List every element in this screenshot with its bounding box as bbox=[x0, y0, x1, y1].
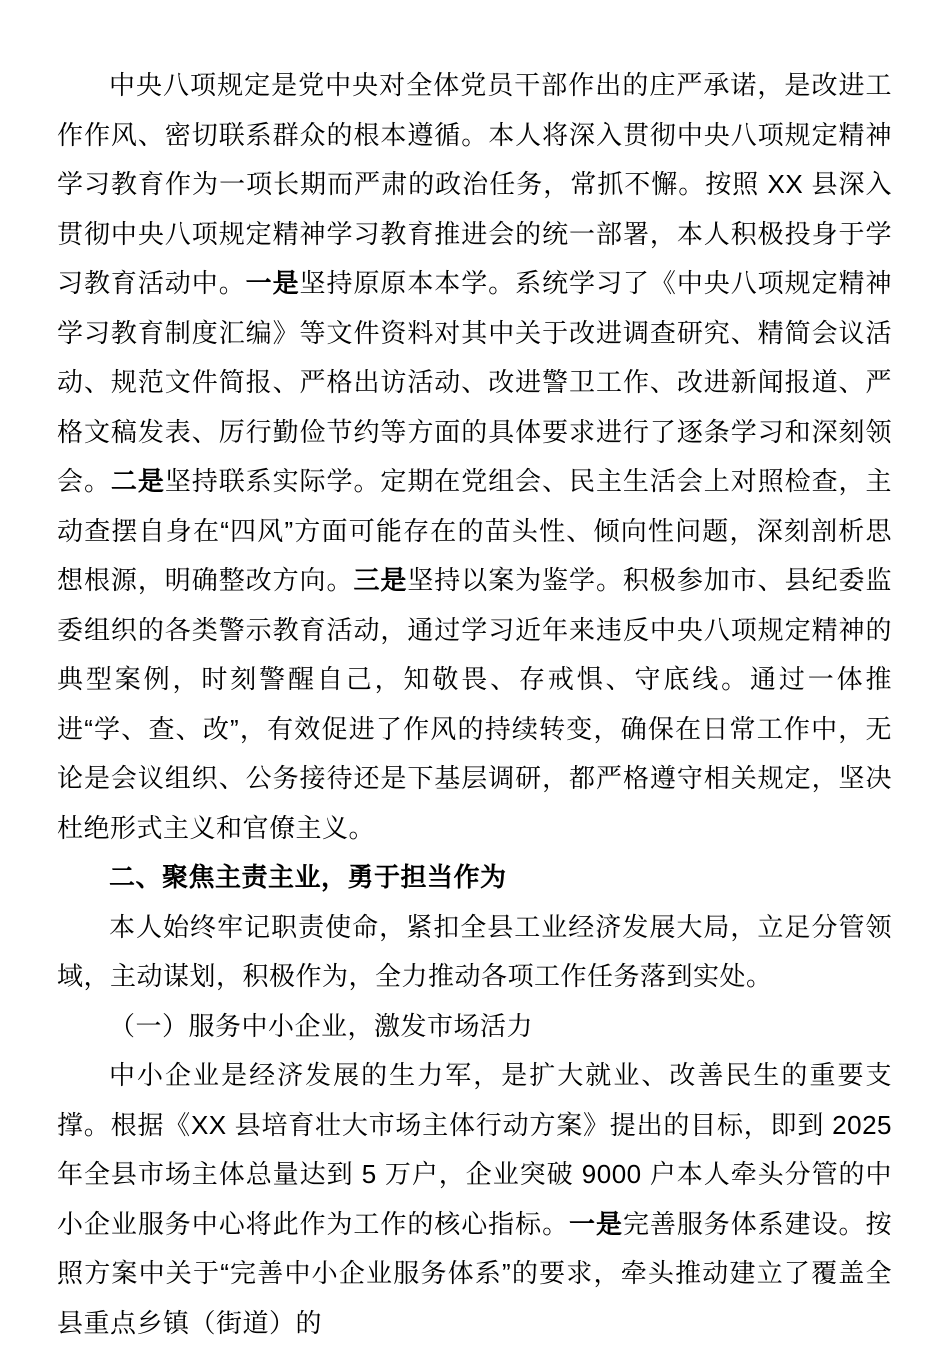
text-run: 中央八项规定是党中央对全体党员干部作出的庄严承诺，是改进工作作风、密切联系群众的根本遵循。本人将深入贯彻中央八项规定精神学习教育作为一项长期而严肃的政治任务，常抓不懈。按照 XX 县深入贯彻中央八项规定精神学习教育推进会的统一部署，本人积极投身于学习教育活动中。 bbox=[57, 70, 892, 298]
bold-marker-second: 二是 bbox=[110, 466, 165, 496]
para-duty-overview: 本人始终牢记职责使命，紧扣全县工业经济发展大局，立足分管领域，主动谋划，积极作为，全力推动各项工作任务落到实处。 bbox=[57, 911, 892, 991]
bold-marker-first: 一是 bbox=[245, 268, 300, 298]
text-run: 坚持联系实际学。定期在党组会、民主生活会上对照检查，主动查摆自身在“四风”方面可能存在的苗头性、倾向性问题，深刻剖析思想根源，明确整改方向。 bbox=[57, 466, 892, 595]
bold-marker-first: 一是 bbox=[569, 1208, 623, 1239]
section-heading-2: 二、聚焦主责主业，勇于担当作为 bbox=[109, 862, 507, 892]
text-run: 中小企业是经济发展的生力军，是扩大就业、改善民生的重要支撑。根据《XX 县培育壮大市场主体行动方案》提出的目标，即到 2025 年全县市场主体总量达到 5 万户，企业突破 9000 户本人牵头分管的中小企业服务中心将此作为工作的核心指标。 bbox=[57, 1060, 892, 1239]
text-run: 完善服务体系建设。按照方案中关于“完善中小企业服务体系”的要求，牵头推动建立了覆盖全县重点乡镇（街道）的 bbox=[57, 1208, 892, 1338]
subsection-heading-1-1: （一）服务中小企业，激发市场活力 bbox=[109, 1010, 534, 1041]
bold-marker-third: 三是 bbox=[353, 565, 408, 595]
text-run: 坚持以案为鉴学。积极参加市、县纪委监委组织的各类警示教育活动，通过学习近年来违反中央八项规定精神的典型案例，时刻警醒自己，知敬畏、存戒惧、守底线。通过一体推进“学、查、改”，有效促进了作风的持续转变，确保在日常工作中，无论是会议组织、公务接待还是下基层调研，都严格遵守相关规定，坚决杜绝形式主义和官僚主义。 bbox=[57, 565, 892, 843]
text-run: 坚持原原本本学。系统学习了《中央八项规定精神学习教育制度汇编》等文件资料对其中关于改进调查研究、精简会议活动、规范文件简报、严格出访活动、改进警卫工作、改进新闻报道、严格文稿发表、厉行勤俭节约等方面的具体要求进行了逐条学习和深刻领会。 bbox=[57, 268, 892, 496]
para-eight-provisions-study bbox=[57, 61, 892, 853]
para-sme-service bbox=[57, 1051, 892, 1348]
